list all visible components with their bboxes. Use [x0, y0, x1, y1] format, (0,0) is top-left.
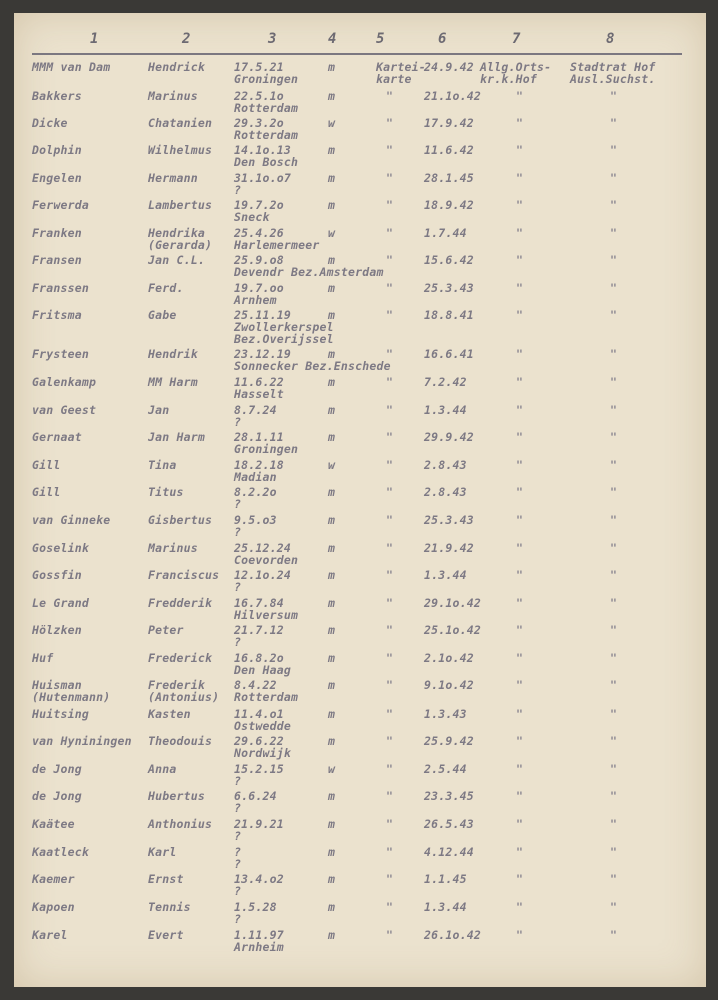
- date-cell: 1.3.44: [424, 900, 467, 914]
- date-cell: 2.8.43: [424, 485, 467, 499]
- firstname-cell: Peter: [148, 623, 184, 637]
- sex-cell: m: [328, 60, 336, 74]
- insurance-cell: ": [516, 308, 524, 322]
- firstname-cell: Titus: [148, 485, 184, 499]
- firstname-cell: Tina: [148, 458, 177, 472]
- birthdate-cell: 21.9.21: [234, 817, 284, 831]
- surname-cell: Bakkers: [32, 89, 82, 103]
- insurance-cell: ": [516, 872, 524, 886]
- insurance-cell: ": [516, 253, 524, 267]
- surname-cell: Gossfin: [32, 568, 82, 582]
- insurance-cell: ": [516, 817, 524, 831]
- date-cell: 1.3.43: [424, 707, 467, 721]
- birthplace-cell: Sneck: [234, 210, 270, 224]
- firstname-cell: Ernst: [148, 872, 184, 886]
- surname-cell: Galenkamp: [32, 375, 97, 389]
- birthplace-cell: ?: [234, 525, 242, 539]
- date-cell: 11.6.42: [424, 143, 474, 157]
- insurance-cell: ": [516, 430, 524, 444]
- sex-cell: m: [328, 900, 336, 914]
- birthdate-cell: 1.11.97: [234, 928, 284, 942]
- firstname-cell: Frederik (Antonius): [148, 678, 220, 704]
- birthplace-cell: Ostwedde: [234, 719, 291, 733]
- source-cell: ": [386, 485, 394, 499]
- firstname-cell: Evert: [148, 928, 184, 942]
- authority-cell: ": [610, 596, 618, 610]
- surname-cell: Gill: [32, 485, 61, 499]
- surname-cell: Kaemer: [32, 872, 75, 886]
- authority-cell: ": [610, 485, 618, 499]
- firstname-cell: Kasten: [148, 707, 191, 721]
- birthdate-cell: 15.2.15: [234, 762, 284, 776]
- column-header-5: 5: [376, 31, 385, 47]
- sex-cell: m: [328, 375, 336, 389]
- authority-cell: ": [610, 817, 618, 831]
- sex-cell: m: [328, 513, 336, 527]
- insurance-cell: Allg.Orts- kr.k.Hof: [480, 60, 552, 86]
- birthdate-cell: 31.1o.o7: [234, 171, 291, 185]
- insurance-cell: ": [516, 623, 524, 637]
- birthplace-cell: Nordwijk: [234, 746, 291, 760]
- insurance-cell: ": [516, 198, 524, 212]
- insurance-cell: ": [516, 143, 524, 157]
- birthdate-cell: 14.1o.13: [234, 143, 291, 157]
- insurance-cell: ": [516, 900, 524, 914]
- insurance-cell: ": [516, 375, 524, 389]
- birthdate-cell: 25.4.26: [234, 226, 284, 240]
- authority-cell: ": [610, 281, 618, 295]
- source-cell: ": [386, 541, 394, 555]
- sex-cell: m: [328, 430, 336, 444]
- authority-cell: ": [610, 541, 618, 555]
- surname-cell: Le Grand: [32, 596, 89, 610]
- source-cell: ": [386, 281, 394, 295]
- insurance-cell: ": [516, 651, 524, 665]
- firstname-cell: Hendrik: [148, 347, 198, 361]
- insurance-cell: ": [516, 347, 524, 361]
- birthdate-cell: ?: [234, 845, 242, 859]
- source-cell: Kartei- karte: [376, 60, 426, 86]
- sex-cell: m: [328, 623, 336, 637]
- birthdate-cell: 8.7.24: [234, 403, 277, 417]
- birthdate-cell: 8.4.22: [234, 678, 277, 692]
- column-header-2: 2: [182, 31, 191, 47]
- surname-cell: Dolphin: [32, 143, 82, 157]
- sex-cell: m: [328, 928, 336, 942]
- sex-cell: m: [328, 845, 336, 859]
- source-cell: ": [386, 872, 394, 886]
- source-cell: ": [386, 845, 394, 859]
- sex-cell: m: [328, 651, 336, 665]
- source-cell: ": [386, 375, 394, 389]
- firstname-cell: Anthonius: [148, 817, 213, 831]
- birthplace-cell: ?: [234, 580, 242, 594]
- surname-cell: Fritsma: [32, 308, 82, 322]
- source-cell: ": [386, 678, 394, 692]
- birthdate-cell: 28.1.11: [234, 430, 284, 444]
- birthplace-cell: Harlemermeer: [234, 238, 320, 252]
- source-cell: ": [386, 568, 394, 582]
- firstname-cell: Jan C.L.: [148, 253, 205, 267]
- surname-cell: Franssen: [32, 281, 89, 295]
- source-cell: ": [386, 623, 394, 637]
- source-cell: ": [386, 308, 394, 322]
- date-cell: 18.8.41: [424, 308, 474, 322]
- authority-cell: ": [610, 116, 618, 130]
- sex-cell: m: [328, 89, 336, 103]
- birthdate-cell: 29.3.2o: [234, 116, 284, 130]
- date-cell: 21.1o.42: [424, 89, 481, 103]
- insurance-cell: ": [516, 678, 524, 692]
- sex-cell: m: [328, 817, 336, 831]
- birthplace-cell: ?: [234, 912, 242, 926]
- source-cell: ": [386, 89, 394, 103]
- insurance-cell: ": [516, 89, 524, 103]
- source-cell: ": [386, 143, 394, 157]
- authority-cell: ": [610, 872, 618, 886]
- date-cell: 1.3.44: [424, 403, 467, 417]
- insurance-cell: ": [516, 928, 524, 942]
- surname-cell: van Geest: [32, 403, 97, 417]
- birthplace-cell: Hilversum: [234, 608, 299, 622]
- source-cell: ": [386, 116, 394, 130]
- surname-cell: Kaätee: [32, 817, 75, 831]
- authority-cell: ": [610, 347, 618, 361]
- source-cell: ": [386, 171, 394, 185]
- surname-cell: Kapoen: [32, 900, 75, 914]
- authority-cell: ": [610, 734, 618, 748]
- birthdate-cell: 25.11.19: [234, 308, 291, 322]
- date-cell: 25.3.43: [424, 281, 474, 295]
- column-header-4: 4: [328, 31, 337, 47]
- authority-cell: ": [610, 762, 618, 776]
- date-cell: 25.1o.42: [424, 623, 481, 637]
- authority-cell: ": [610, 900, 618, 914]
- source-cell: ": [386, 198, 394, 212]
- source-cell: ": [386, 651, 394, 665]
- birthplace-cell: Rotterdam: [234, 128, 299, 142]
- insurance-cell: ": [516, 403, 524, 417]
- sex-cell: m: [328, 678, 336, 692]
- surname-cell: Huf: [32, 651, 54, 665]
- authority-cell: ": [610, 308, 618, 322]
- sex-cell: w: [328, 458, 336, 472]
- date-cell: 25.9.42: [424, 734, 474, 748]
- birthdate-cell: 22.5.1o: [234, 89, 284, 103]
- birthdate-cell: 23.12.19: [234, 347, 291, 361]
- birthdate-cell: 1.5.28: [234, 900, 277, 914]
- source-cell: ": [386, 226, 394, 240]
- birthplace-cell: Rotterdam: [234, 690, 299, 704]
- document-page: [14, 13, 706, 987]
- column-header-3: 3: [268, 31, 277, 47]
- firstname-cell: Jan: [148, 403, 170, 417]
- birthdate-cell: 9.5.o3: [234, 513, 277, 527]
- surname-cell: van Ginneke: [32, 513, 111, 527]
- firstname-cell: Marinus: [148, 541, 198, 555]
- surname-cell: Karel: [32, 928, 68, 942]
- surname-cell: Kaatleck: [32, 845, 89, 859]
- date-cell: 15.6.42: [424, 253, 474, 267]
- insurance-cell: ": [516, 707, 524, 721]
- date-cell: 1.3.44: [424, 568, 467, 582]
- birthplace-cell: Sonnecker Bez.Enschede: [234, 359, 391, 373]
- firstname-cell: Hendrika (Gerarda): [148, 226, 213, 252]
- authority-cell: ": [610, 226, 618, 240]
- birthplace-cell: ?: [234, 497, 242, 511]
- source-cell: ": [386, 900, 394, 914]
- birthdate-cell: 19.7.2o: [234, 198, 284, 212]
- insurance-cell: ": [516, 513, 524, 527]
- sex-cell: m: [328, 485, 336, 499]
- birthplace-cell: ?: [234, 774, 242, 788]
- date-cell: 28.1.45: [424, 171, 474, 185]
- authority-cell: ": [610, 678, 618, 692]
- authority-cell: ": [610, 89, 618, 103]
- date-cell: 26.5.43: [424, 817, 474, 831]
- birthdate-cell: 13.4.o2: [234, 872, 284, 886]
- sex-cell: m: [328, 707, 336, 721]
- source-cell: ": [386, 762, 394, 776]
- sex-cell: m: [328, 789, 336, 803]
- birthdate-cell: 11.6.22: [234, 375, 284, 389]
- date-cell: 29.9.42: [424, 430, 474, 444]
- surname-cell: de Jong: [32, 762, 82, 776]
- birthdate-cell: 12.1o.24: [234, 568, 291, 582]
- birthplace-cell: Coevorden: [234, 553, 299, 567]
- date-cell: 1.1.45: [424, 872, 467, 886]
- source-cell: ": [386, 458, 394, 472]
- birthplace-cell: Hasselt: [234, 387, 284, 401]
- firstname-cell: Gisbertus: [148, 513, 213, 527]
- firstname-cell: Jan Harm: [148, 430, 205, 444]
- date-cell: 18.9.42: [424, 198, 474, 212]
- insurance-cell: ": [516, 789, 524, 803]
- sex-cell: m: [328, 568, 336, 582]
- surname-cell: de Jong: [32, 789, 82, 803]
- authority-cell: ": [610, 928, 618, 942]
- source-cell: ": [386, 789, 394, 803]
- surname-cell: Ferwerda: [32, 198, 89, 212]
- insurance-cell: ": [516, 458, 524, 472]
- date-cell: 7.2.42: [424, 375, 467, 389]
- firstname-cell: Hubertus: [148, 789, 205, 803]
- firstname-cell: Chatanien: [148, 116, 213, 130]
- date-cell: 29.1o.42: [424, 596, 481, 610]
- date-cell: 4.12.44: [424, 845, 474, 859]
- authority-cell: ": [610, 845, 618, 859]
- birthdate-cell: 18.2.18: [234, 458, 284, 472]
- authority-cell: ": [610, 707, 618, 721]
- authority-cell: ": [610, 458, 618, 472]
- birthplace-cell: ?: [234, 829, 242, 843]
- surname-cell: van Hyniningen: [32, 734, 132, 748]
- sex-cell: m: [328, 253, 336, 267]
- date-cell: 2.8.43: [424, 458, 467, 472]
- source-cell: ": [386, 817, 394, 831]
- insurance-cell: ": [516, 541, 524, 555]
- sex-cell: w: [328, 226, 336, 240]
- birthplace-cell: Arnheim: [234, 940, 284, 954]
- birthdate-cell: 8.2.2o: [234, 485, 277, 499]
- birthplace-cell: Den Bosch: [234, 155, 299, 169]
- firstname-cell: Marinus: [148, 89, 198, 103]
- surname-cell: MMM van Dam: [32, 60, 111, 74]
- insurance-cell: ": [516, 485, 524, 499]
- birthplace-cell: ?: [234, 857, 242, 871]
- sex-cell: m: [328, 143, 336, 157]
- firstname-cell: Lambertus: [148, 198, 213, 212]
- source-cell: ": [386, 734, 394, 748]
- surname-cell: Dicke: [32, 116, 68, 130]
- birthdate-cell: 11.4.o1: [234, 707, 284, 721]
- birthplace-cell: ?: [234, 183, 242, 197]
- birthplace-cell: Groningen: [234, 442, 299, 456]
- column-header-8: 8: [606, 31, 615, 47]
- sex-cell: m: [328, 734, 336, 748]
- insurance-cell: ": [516, 568, 524, 582]
- date-cell: 16.6.41: [424, 347, 474, 361]
- surname-cell: Huisman (Hutenmann): [32, 678, 111, 704]
- birthdate-cell: 25.12.24: [234, 541, 291, 555]
- sex-cell: w: [328, 762, 336, 776]
- surname-cell: Engelen: [32, 171, 82, 185]
- birthplace-cell: Rotterdam: [234, 101, 299, 115]
- firstname-cell: Karl: [148, 845, 177, 859]
- firstname-cell: Tennis: [148, 900, 191, 914]
- sex-cell: m: [328, 541, 336, 555]
- surname-cell: Hölzken: [32, 623, 82, 637]
- authority-cell: ": [610, 403, 618, 417]
- firstname-cell: Fredderik: [148, 596, 213, 610]
- source-cell: ": [386, 707, 394, 721]
- date-cell: 17.9.42: [424, 116, 474, 130]
- authority-cell: ": [610, 513, 618, 527]
- firstname-cell: Ferd.: [148, 281, 184, 295]
- surname-cell: Huitsing: [32, 707, 89, 721]
- birthplace-cell: Zwollerkerspel Bez.Overijssel: [234, 320, 334, 346]
- date-cell: 25.3.43: [424, 513, 474, 527]
- surname-cell: Goselink: [32, 541, 89, 555]
- firstname-cell: Hendrick: [148, 60, 205, 74]
- birthdate-cell: 6.6.24: [234, 789, 277, 803]
- date-cell: 23.3.45: [424, 789, 474, 803]
- firstname-cell: Frederick: [148, 651, 213, 665]
- surname-cell: Franken: [32, 226, 82, 240]
- insurance-cell: ": [516, 226, 524, 240]
- source-cell: ": [386, 928, 394, 942]
- sex-cell: m: [328, 347, 336, 361]
- birthplace-cell: Arnhem: [234, 293, 277, 307]
- authority-cell: ": [610, 198, 618, 212]
- date-cell: 21.9.42: [424, 541, 474, 555]
- firstname-cell: Hermann: [148, 171, 198, 185]
- surname-cell: Frysteen: [32, 347, 89, 361]
- birthplace-cell: ?: [234, 635, 242, 649]
- column-header-1: 1: [90, 31, 99, 47]
- source-cell: ": [386, 347, 394, 361]
- birthdate-cell: 25.9.o8: [234, 253, 284, 267]
- source-cell: ": [386, 403, 394, 417]
- sex-cell: m: [328, 596, 336, 610]
- sex-cell: m: [328, 403, 336, 417]
- column-header-7: 7: [512, 31, 521, 47]
- insurance-cell: ": [516, 762, 524, 776]
- birthplace-cell: Madian: [234, 470, 277, 484]
- sex-cell: m: [328, 872, 336, 886]
- sex-cell: m: [328, 308, 336, 322]
- sex-cell: m: [328, 171, 336, 185]
- birthplace-cell: Groningen: [234, 72, 299, 86]
- source-cell: ": [386, 253, 394, 267]
- birthdate-cell: 19.7.oo: [234, 281, 284, 295]
- insurance-cell: ": [516, 845, 524, 859]
- birthdate-cell: 16.7.84: [234, 596, 284, 610]
- insurance-cell: ": [516, 596, 524, 610]
- sex-cell: w: [328, 116, 336, 130]
- birthplace-cell: Den Haag: [234, 663, 291, 677]
- authority-cell: Stadtrat Hof Ausl.Suchst.: [570, 60, 656, 86]
- firstname-cell: MM Harm: [148, 375, 198, 389]
- authority-cell: ": [610, 651, 618, 665]
- insurance-cell: ": [516, 116, 524, 130]
- authority-cell: ": [610, 568, 618, 582]
- firstname-cell: Wilhelmus: [148, 143, 213, 157]
- birthplace-cell: Devendr Bez.Amsterdam: [234, 265, 384, 279]
- authority-cell: ": [610, 143, 618, 157]
- insurance-cell: ": [516, 171, 524, 185]
- source-cell: ": [386, 596, 394, 610]
- birthdate-cell: 17.5.21: [234, 60, 284, 74]
- birthdate-cell: 21.7.12: [234, 623, 284, 637]
- authority-cell: ": [610, 430, 618, 444]
- authority-cell: ": [610, 623, 618, 637]
- date-cell: 26.1o.42: [424, 928, 481, 942]
- source-cell: ": [386, 513, 394, 527]
- authority-cell: ": [610, 253, 618, 267]
- surname-cell: Fransen: [32, 253, 82, 267]
- surname-cell: Gernaat: [32, 430, 82, 444]
- date-cell: 9.1o.42: [424, 678, 474, 692]
- header-rule: [32, 53, 682, 55]
- authority-cell: ": [610, 789, 618, 803]
- sex-cell: m: [328, 281, 336, 295]
- firstname-cell: Theodouis: [148, 734, 213, 748]
- source-cell: ": [386, 430, 394, 444]
- authority-cell: ": [610, 171, 618, 185]
- birthplace-cell: ?: [234, 415, 242, 429]
- authority-cell: ": [610, 375, 618, 389]
- firstname-cell: Franciscus: [148, 568, 220, 582]
- date-cell: 1.7.44: [424, 226, 467, 240]
- date-cell: 24.9.42: [424, 60, 474, 74]
- birthdate-cell: 16.8.2o: [234, 651, 284, 665]
- date-cell: 2.1o.42: [424, 651, 474, 665]
- firstname-cell: Gabe: [148, 308, 177, 322]
- insurance-cell: ": [516, 734, 524, 748]
- insurance-cell: ": [516, 281, 524, 295]
- birthplace-cell: ?: [234, 884, 242, 898]
- firstname-cell: Anna: [148, 762, 177, 776]
- column-header-6: 6: [438, 31, 447, 47]
- sex-cell: m: [328, 198, 336, 212]
- date-cell: 2.5.44: [424, 762, 467, 776]
- surname-cell: Gill: [32, 458, 61, 472]
- birthdate-cell: 29.6.22: [234, 734, 284, 748]
- birthplace-cell: ?: [234, 801, 242, 815]
